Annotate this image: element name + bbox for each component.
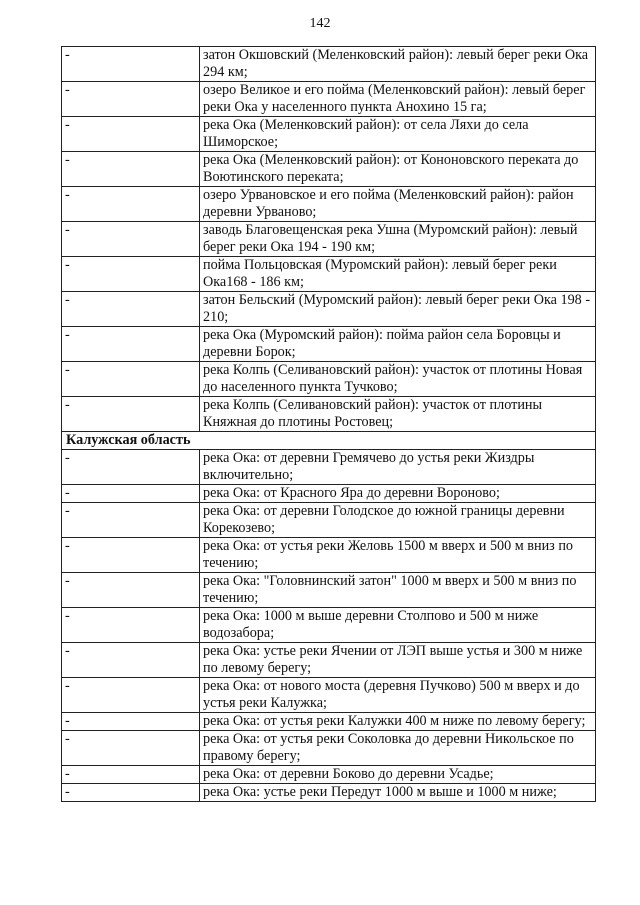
dash-cell: - <box>62 643 200 678</box>
table-row <box>62 82 596 117</box>
description-cell: река Ока (Муромский район): пойма район села Боровцы и деревни Борок; <box>200 327 596 362</box>
description-cell: река Ока: устье реки Ячении от ЛЭП выше устья и 300 м ниже по левому берегу; <box>200 643 596 678</box>
table-row <box>62 152 596 187</box>
section-title: Калужская область <box>62 432 596 450</box>
dash-cell: - <box>62 573 200 608</box>
table-row <box>62 257 596 292</box>
description-cell: река Ока: "Головнинский затон" 1000 м вверх и 500 м вниз по течению; <box>200 573 596 608</box>
dash-cell: - <box>62 222 200 257</box>
table-row <box>62 450 596 485</box>
dash-cell: - <box>62 485 200 503</box>
table-row <box>62 538 596 573</box>
dash-cell: - <box>62 327 200 362</box>
page-number: 142 <box>309 16 331 31</box>
description-cell: река Ока: от устья реки Желовь 1500 м вверх и 500 м вниз по течению; <box>200 538 596 573</box>
description-cell: река Колпь (Селивановский район): участок от плотины Новая до населенного пункта Тучково; <box>200 362 596 397</box>
table-row <box>62 731 596 766</box>
dash-cell: - <box>62 608 200 643</box>
table-row <box>62 784 596 802</box>
description-cell: озеро Великое и его пойма (Меленковский район): левый берег реки Ока у населенного пункта Анохино 15 га; <box>200 82 596 117</box>
dash-cell: - <box>62 257 200 292</box>
table-row <box>62 766 596 784</box>
dash-cell: - <box>62 450 200 485</box>
description-cell: река Ока: устье реки Передут 1000 м выше и 1000 м ниже; <box>200 784 596 802</box>
dash-cell: - <box>62 731 200 766</box>
dash-cell: - <box>62 678 200 713</box>
description-cell: река Колпь (Селивановский район): участок от плотины Княжная до плотины Ростовец; <box>200 397 596 432</box>
dash-cell: - <box>62 362 200 397</box>
table-row <box>62 222 596 257</box>
dash-cell: - <box>62 397 200 432</box>
dash-cell: - <box>62 538 200 573</box>
table-row <box>62 713 596 731</box>
dash-cell: - <box>62 187 200 222</box>
description-cell: река Ока: от деревни Боково до деревни Усадье; <box>200 766 596 784</box>
table-row <box>62 327 596 362</box>
table-row <box>62 485 596 503</box>
description-cell: река Ока: от устья реки Соколовка до деревни Никольское по правому берегу; <box>200 731 596 766</box>
dash-cell: - <box>62 152 200 187</box>
table-row <box>62 117 596 152</box>
dash-cell: - <box>62 784 200 802</box>
table-row <box>62 362 596 397</box>
table-row <box>62 187 596 222</box>
table-row <box>62 397 596 432</box>
description-cell: река Ока (Меленковский район): от села Ляхи до села Шиморское; <box>200 117 596 152</box>
dash-cell: - <box>62 47 200 82</box>
dash-cell: - <box>62 503 200 538</box>
table-row <box>62 678 596 713</box>
table-row <box>62 292 596 327</box>
description-cell: река Ока: от деревни Гремячево до устья реки Жиздры включительно; <box>200 450 596 485</box>
description-cell: река Ока: от Красного Яра до деревни Вороново; <box>200 485 596 503</box>
table-row <box>62 643 596 678</box>
description-cell: река Ока: от устья реки Калужки 400 м ниже по левому берегу; <box>200 713 596 731</box>
description-cell: заводь Благовещенская река Ушна (Муромский район): левый берег реки Ока 194 - 190 км; <box>200 222 596 257</box>
dash-cell: - <box>62 713 200 731</box>
table-row <box>62 503 596 538</box>
description-cell: пойма Польцовская (Муромский район): левый берег реки Ока168 - 186 км; <box>200 257 596 292</box>
dash-cell: - <box>62 292 200 327</box>
table-row <box>62 573 596 608</box>
description-cell: река Ока: от нового моста (деревня Пучково) 500 м вверх и до устья реки Калужка; <box>200 678 596 713</box>
description-cell: затон Окшовский (Меленковский район): левый берег реки Ока 294 км; <box>200 47 596 82</box>
section-header-row <box>62 432 596 450</box>
description-cell: река Ока (Меленковский район): от Кононовского переката до Воютинского переката; <box>200 152 596 187</box>
dash-cell: - <box>62 766 200 784</box>
dash-cell: - <box>62 117 200 152</box>
regions-table <box>61 46 596 802</box>
description-cell: река Ока: 1000 м выше деревни Столпово и 500 м ниже водозабора; <box>200 608 596 643</box>
table-row <box>62 608 596 643</box>
description-cell: затон Бельский (Муромский район): левый берег реки Ока 198 - 210; <box>200 292 596 327</box>
description-cell: озеро Урвановское и его пойма (Меленковский район): район деревни Урваново; <box>200 187 596 222</box>
table-row <box>62 47 596 82</box>
dash-cell: - <box>62 82 200 117</box>
description-cell: река Ока: от деревни Голодское до южной границы деревни Корекозево; <box>200 503 596 538</box>
